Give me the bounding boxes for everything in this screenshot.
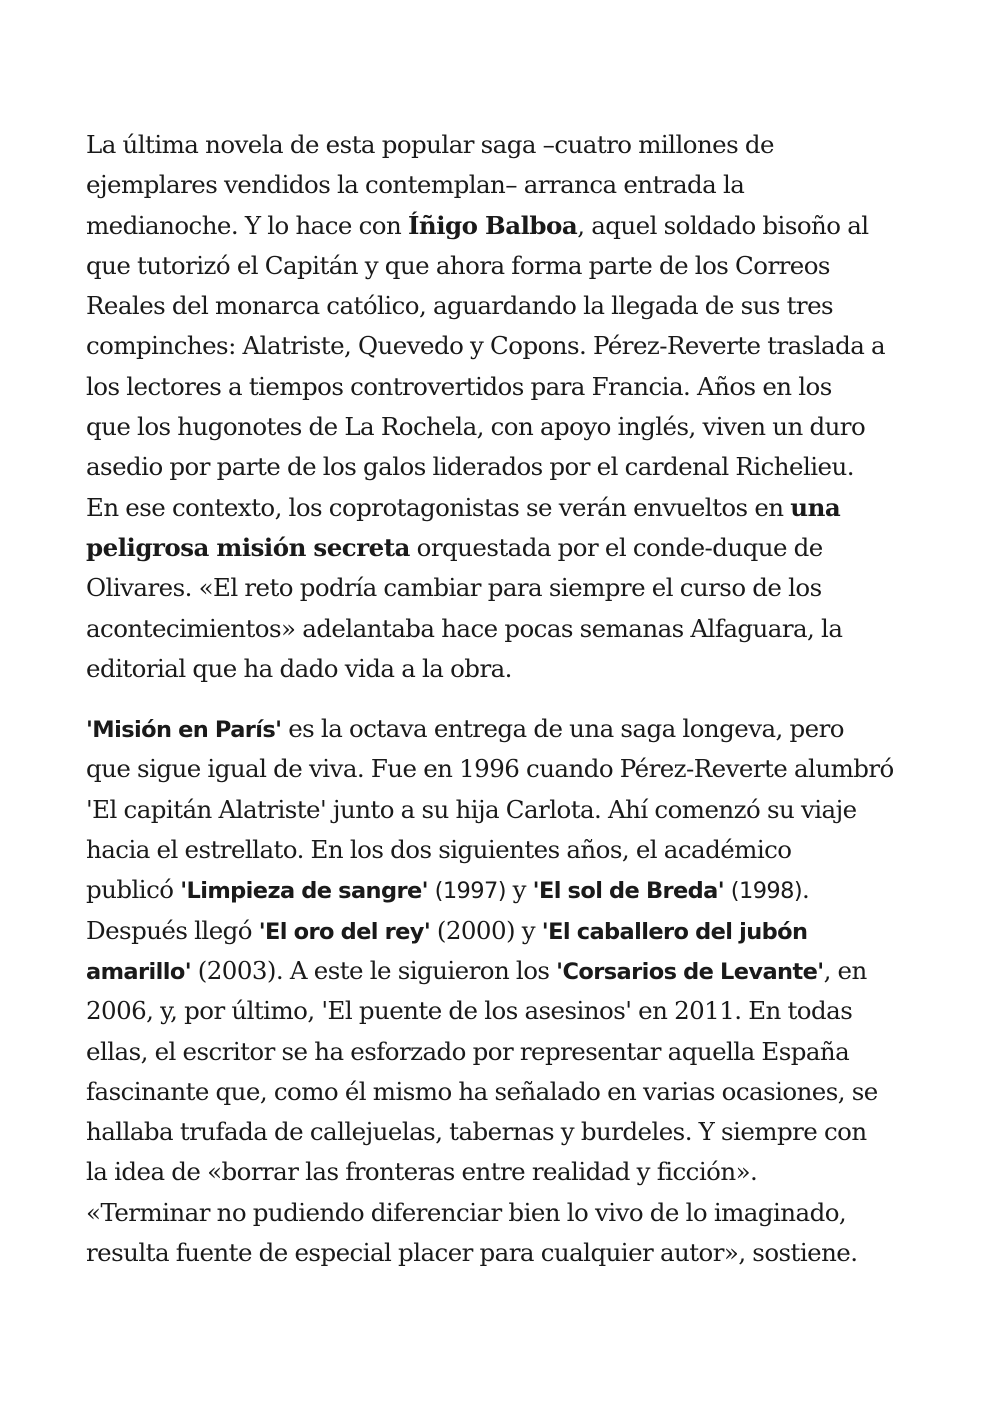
book-title-bold: 'El sol de Breda' (532, 878, 725, 905)
text-line (86, 488, 946, 528)
text-line (86, 447, 946, 487)
bold-highlight: una (790, 492, 841, 522)
text-line (86, 870, 946, 910)
text-span: ellas, el escritor se ha esforzado por representar aquella España (86, 1036, 850, 1066)
text-line (86, 649, 946, 689)
text-span: (2003). A este le siguieron los (191, 955, 557, 985)
text-line (86, 709, 946, 749)
text-line (86, 749, 946, 789)
article-body (86, 125, 946, 1273)
text-line (86, 830, 946, 870)
text-span: Reales del monarca católico, aguardando la llegada de sus tres (86, 291, 834, 321)
text-line (86, 911, 946, 951)
text-span: publicó (86, 875, 181, 905)
text-line (86, 991, 946, 1031)
text-span: la idea de «borrar las fronteras entre realidad y ficción». (86, 1157, 758, 1187)
text-span: compinches: Alatriste, Quevedo y Copons. Pérez-Reverte traslada a (86, 331, 886, 361)
text-span: Después llegó (86, 915, 259, 945)
text-line (86, 1112, 946, 1152)
text-span: y (505, 875, 533, 905)
text-span: Olivares. «El reto podría cambiar para siempre el curso de los (86, 573, 822, 603)
year-span: (1997) (434, 878, 506, 905)
text-span: acontecimientos» adelantaba hace pocas semanas Alfaguara, la (86, 613, 843, 643)
bold-highlight: peligrosa misión secreta (86, 532, 410, 562)
book-title-bold: 'Corsarios de Levante' (556, 958, 824, 985)
text-line (86, 407, 946, 447)
text-line (86, 367, 946, 407)
book-title-bold: 'Limpieza de sangre' (180, 878, 428, 905)
text-span: asedio por parte de los galos liderados por el cardenal Richelieu. (86, 452, 854, 482)
text-span: hallaba trufada de callejuelas, tabernas y burdeles. Y siempre con (86, 1117, 867, 1147)
text-line (86, 568, 946, 608)
text-span: . (802, 875, 810, 905)
text-span: medianoche. Y lo hace con (86, 210, 408, 240)
text-line (86, 1072, 946, 1112)
text-span: 2006, y, por último, 'El puente de los asesinos' en 2011. En todas (86, 996, 853, 1026)
paragraph-1 (86, 125, 946, 689)
book-title-bold: 'El caballero del jubón (541, 918, 808, 945)
text-span: orquestada por el conde-duque de (409, 532, 823, 562)
text-span: , en (823, 955, 867, 985)
text-line (86, 1032, 946, 1072)
text-span: es la octava entrega de una saga longeva, pero (281, 714, 844, 744)
text-line (86, 609, 946, 649)
text-span: «Terminar no pudiendo diferenciar bien lo vivo de lo imaginado, (86, 1197, 847, 1227)
text-line (86, 1233, 946, 1273)
text-span: La última novela de esta popular saga –cuatro millones de (86, 130, 774, 159)
text-line (86, 790, 946, 830)
text-span: que tutorizó el Capitán y que ahora forma parte de los Correos (86, 250, 830, 280)
text-span: que sigue igual de viva. Fue en 1996 cuando Pérez-Reverte alumbró (86, 754, 894, 784)
text-line (86, 1152, 946, 1192)
paragraph-spacer (86, 689, 946, 709)
text-span (724, 875, 731, 904)
text-span: ejemplares vendidos la contemplan– arranca entrada la (86, 170, 745, 200)
text-line (86, 1193, 946, 1233)
text-span: (2000) y (430, 915, 542, 945)
text-line (86, 326, 946, 366)
text-span: , aquel soldado bisoño al (577, 210, 869, 240)
book-title-bold: amarillo' (86, 958, 191, 985)
text-span: 'El capitán Alatriste' junto a su hija Carlota. Ahí comenzó su viaje (86, 794, 857, 824)
book-title-bold: 'Misión en París' (86, 717, 282, 744)
text-span: editorial que ha dado vida a la obra. (86, 653, 512, 683)
text-span: fascinante que, como él mismo ha señalado en varias ocasiones, se (86, 1076, 878, 1106)
text-span: los lectores a tiempos controvertidos para Francia. Años en los (86, 371, 832, 401)
year-span: (1998) (730, 878, 803, 905)
paragraph-2 (86, 709, 946, 1273)
bold-highlight: Íñigo Balboa (407, 210, 578, 240)
text-line (86, 286, 946, 326)
text-span: resulta fuente de especial placer para cualquier autor», sostiene. (86, 1238, 858, 1268)
text-line (86, 528, 946, 568)
text-line (86, 951, 946, 991)
book-title-bold: 'El oro del rey' (258, 918, 431, 945)
text-span: En ese contexto, los coprotagonistas se verán envueltos en (86, 492, 791, 522)
text-line (86, 125, 946, 165)
text-line (86, 206, 946, 246)
text-line (86, 165, 946, 205)
text-span: hacia el estrellato. En los dos siguientes años, el académico (86, 835, 792, 865)
text-span: que los hugonotes de La Rochela, con apoyo inglés, viven un duro (86, 412, 866, 442)
text-span (428, 875, 435, 904)
text-line (86, 246, 946, 286)
